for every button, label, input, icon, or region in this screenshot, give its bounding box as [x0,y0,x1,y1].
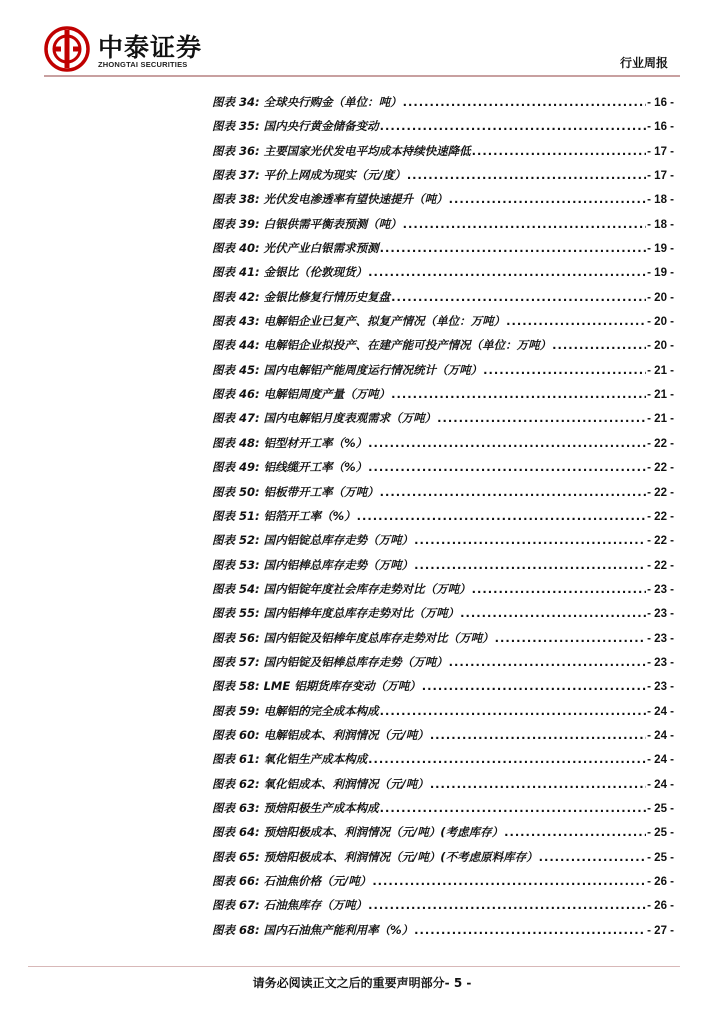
toc-entry-page: - 27 - [647,924,674,937]
toc-entry[interactable] [212,918,674,942]
toc-dot-leader [391,285,646,309]
toc-entry-title: 图表 52: 国内铝锭总库存走势（万吨） [212,533,414,548]
toc-dot-leader [368,260,646,284]
toc-entry-title: 图表 40: 光伏产业白银需求预测 [212,241,379,256]
toc-entry[interactable] [212,772,674,796]
toc-entry-title: 图表 39: 白银供需平衡表预测（吨） [212,216,402,231]
toc-entry-page: - 18 - [647,194,674,207]
toc-dot-leader [449,187,647,211]
toc-entry-title: 图表 51: 铝箔开工率（%） [212,508,356,523]
toc-entry-page: - 26 - [647,900,674,913]
toc-entry[interactable] [212,139,674,163]
toc-entry[interactable] [212,553,674,577]
toc-entry[interactable] [212,114,674,138]
toc-dot-leader [357,504,647,528]
toc-entry[interactable] [212,187,674,211]
toc-entry-title: 图表 37: 平价上网成为现实（元/度） [212,168,406,183]
toc-dot-leader [372,869,646,893]
toc-entry[interactable] [212,382,674,406]
toc-dot-leader [380,796,647,820]
toc-dot-leader [422,674,646,698]
toc-entry[interactable] [212,236,674,260]
toc-dot-leader [403,90,647,114]
toc-entry-page: - 22 - [647,486,674,499]
toc-dot-leader [483,358,646,382]
toc-dot-leader [414,528,646,552]
toc-entry-title: 图表 48: 铝型材开工率（%） [212,435,368,450]
toc-dot-leader [403,212,647,236]
toc-entry-page: - 20 - [647,291,674,304]
toc-dot-leader [380,114,647,138]
toc-dot-leader [430,723,646,747]
toc-entry-title: 图表 50: 铝板带开工率（万吨） [212,484,379,499]
toc-dot-leader [368,431,646,455]
toc-dot-leader [460,601,646,625]
toc-entry-page: - 16 - [647,121,674,134]
toc-entry-page: - 22 - [647,462,674,475]
toc-entry-page: - 26 - [647,876,674,888]
toc-dot-leader [430,772,646,796]
toc-entry-page: - 24 - [647,754,674,767]
toc-entry-title: 图表 43: 电解铝企业已复产、拟复产情况（单位：万吨） [212,314,506,329]
toc-entry[interactable] [212,90,674,114]
toc-entry[interactable] [212,504,674,528]
header-divider [44,75,680,77]
toc-dot-leader [472,577,647,601]
footer-divider [28,966,680,967]
toc-entry[interactable] [212,601,674,625]
toc-entry-title: 图表 63: 预焙阳极生产成本构成 [212,800,379,815]
toc-entry[interactable] [212,431,674,455]
toc-entry[interactable] [212,626,674,650]
toc-entry-title: 图表 66: 石油焦价格（元/吨） [212,874,372,888]
toc-entry[interactable] [212,820,674,844]
toc-entry-page: - 21 - [647,364,674,377]
toc-entry[interactable] [212,577,674,601]
toc-entry-title: 图表 45: 国内电解铝产能周度运行情况统计（万吨） [212,362,483,377]
toc-entry[interactable] [212,893,674,917]
toc-entry-title: 图表 57: 国内铝锭及铝棒总库存走势（万吨） [212,654,448,669]
report-type: 行业周报 [619,56,668,70]
toc-entry-title: 图表 42: 金银比修复行情历史复盘 [212,289,391,304]
toc-entry-page: - 23 - [647,632,674,645]
toc-entry-page: - 23 - [647,583,674,596]
toc-entry[interactable] [212,528,674,552]
toc-entry-page: - 24 - [647,778,674,791]
toc-entry-page: - 17 - [647,145,674,158]
toc-dot-leader [504,820,646,844]
toc-entry-page: - 16 - [647,97,674,109]
toc-dot-leader [368,455,646,479]
toc-entry-title: 图表 36: 主要国家光伏发电平均成本持续快速降低 [212,143,471,158]
toc-dot-leader [368,747,646,771]
toc-entry-page: - 24 - [647,729,674,742]
toc-entry[interactable] [212,650,674,674]
toc-entry-title: 图表 44: 电解铝企业拟投产、在建产能可投产情况（单位：万吨） [212,338,552,353]
toc-entry-title: 图表 62: 氧化铝成本、利润情况（元/吨） [212,776,429,791]
toc-entry[interactable] [212,845,674,869]
toc-dot-leader [380,699,647,723]
toc-dot-leader [407,163,646,187]
toc-entry[interactable] [212,260,674,284]
toc-dot-leader [506,309,646,333]
toc-dot-leader [380,480,647,504]
toc-entry-page: - 19 - [647,243,674,256]
toc-dot-leader [437,406,646,430]
toc-entry-page: - 22 - [647,510,674,523]
toc-entry[interactable] [212,699,674,723]
toc-entry-page: - 20 - [647,340,674,353]
toc-entry-title: 图表 35: 国内央行黄金储备变动 [212,119,379,134]
table-of-figures [212,90,674,942]
toc-entry-title: 图表 61: 氧化铝生产成本构成 [212,752,368,767]
toc-entry-page: - 18 - [647,218,674,231]
toc-entry[interactable] [212,212,674,236]
toc-entry-page: - 20 - [647,316,674,329]
toc-entry[interactable] [212,285,674,309]
toc-entry[interactable] [212,674,674,698]
zhongtai-logo-icon [44,26,90,72]
toc-entry-title: 图表 54: 国内铝锭年度社会库存走势对比（万吨） [212,581,471,596]
toc-dot-leader [380,236,647,260]
toc-entry-title: 图表 65: 预焙阳极成本、利润情况（元/吨）(不考虑原料库存） [212,849,538,864]
toc-entry-title: 图表 38: 光伏发电渗透率有望快速提升（吨） [212,192,448,207]
toc-dot-leader [414,918,646,942]
toc-entry-page: - 23 - [647,608,674,621]
toc-entry-title: 图表 34: 全球央行购金（单位：吨） [212,95,402,109]
footer-disclaimer: 请务必阅读正文之后的重要声明部分- 5 - [252,976,472,990]
toc-entry-title: 图表 55: 国内铝棒年度总库存走势对比（万吨） [212,606,460,621]
toc-entry-page: - 22 - [647,535,674,548]
toc-entry-page: - 21 - [647,413,674,426]
toc-entry-title: 图表 41: 金银比（伦敦现货） [212,265,368,280]
logo-chinese-name: 中泰证券 [98,33,203,62]
toc-entry-title: 图表 68: 国内石油焦产能利用率（%） [212,922,414,937]
toc-entry[interactable] [212,163,674,187]
toc-entry[interactable] [212,869,674,893]
toc-entry-title: 图表 59: 电解铝的完全成本构成 [212,703,379,718]
toc-entry[interactable] [212,358,674,382]
logo-english-name: ZHONGTAI SECURITIES [98,60,188,69]
toc-entry-page: - 21 - [647,389,674,402]
toc-dot-leader [552,333,646,357]
toc-entry-title: 图表 67: 石油焦库存（万吨） [212,898,368,913]
toc-entry-page: - 17 - [647,170,674,183]
toc-entry-title: 图表 49: 铝线缆开工率（%） [212,460,368,475]
toc-entry-title: 图表 64: 预焙阳极成本、利润情况（元/吨）(考虑库存） [212,825,504,840]
toc-dot-leader [391,382,646,406]
toc-entry[interactable] [212,747,674,771]
toc-dot-leader [539,845,647,869]
toc-entry[interactable] [212,796,674,820]
toc-entry[interactable] [212,723,674,747]
company-logo [44,26,224,74]
toc-entry-title: 图表 60: 电解铝成本、利润情况（元/吨） [212,727,429,742]
toc-entry[interactable] [212,309,674,333]
toc-entry-title: 图表 46: 电解铝周度产量（万吨） [212,387,391,402]
toc-dot-leader [368,893,646,917]
toc-entry[interactable] [212,333,674,357]
toc-entry-page: - 25 - [647,827,674,840]
toc-entry-title: 图表 58: LME 铝期货库存变动（万吨） [212,679,421,694]
toc-entry-page: - 22 - [647,559,674,572]
toc-dot-leader [495,626,647,650]
toc-entry-title: 图表 53: 国内铝棒总库存走势（万吨） [212,557,414,572]
toc-entry-page: - 23 - [647,681,674,694]
toc-entry-title: 图表 56: 国内铝锭及铝棒年度总库存走势对比（万吨） [212,630,494,645]
toc-dot-leader [472,139,647,163]
toc-entry-page: - 19 - [647,267,674,280]
toc-entry[interactable] [212,480,674,504]
toc-entry-page: - 25 - [647,802,674,815]
toc-dot-leader [449,650,647,674]
toc-entry-page: - 24 - [647,705,674,718]
toc-entry-page: - 25 - [647,851,674,864]
toc-entry[interactable] [212,406,674,430]
toc-entry-title: 图表 47: 国内电解铝月度表观需求（万吨） [212,411,437,426]
toc-entry-page: - 22 - [647,437,674,450]
toc-entry[interactable] [212,455,674,479]
toc-dot-leader [414,553,646,577]
toc-entry-page: - 23 - [647,656,674,669]
